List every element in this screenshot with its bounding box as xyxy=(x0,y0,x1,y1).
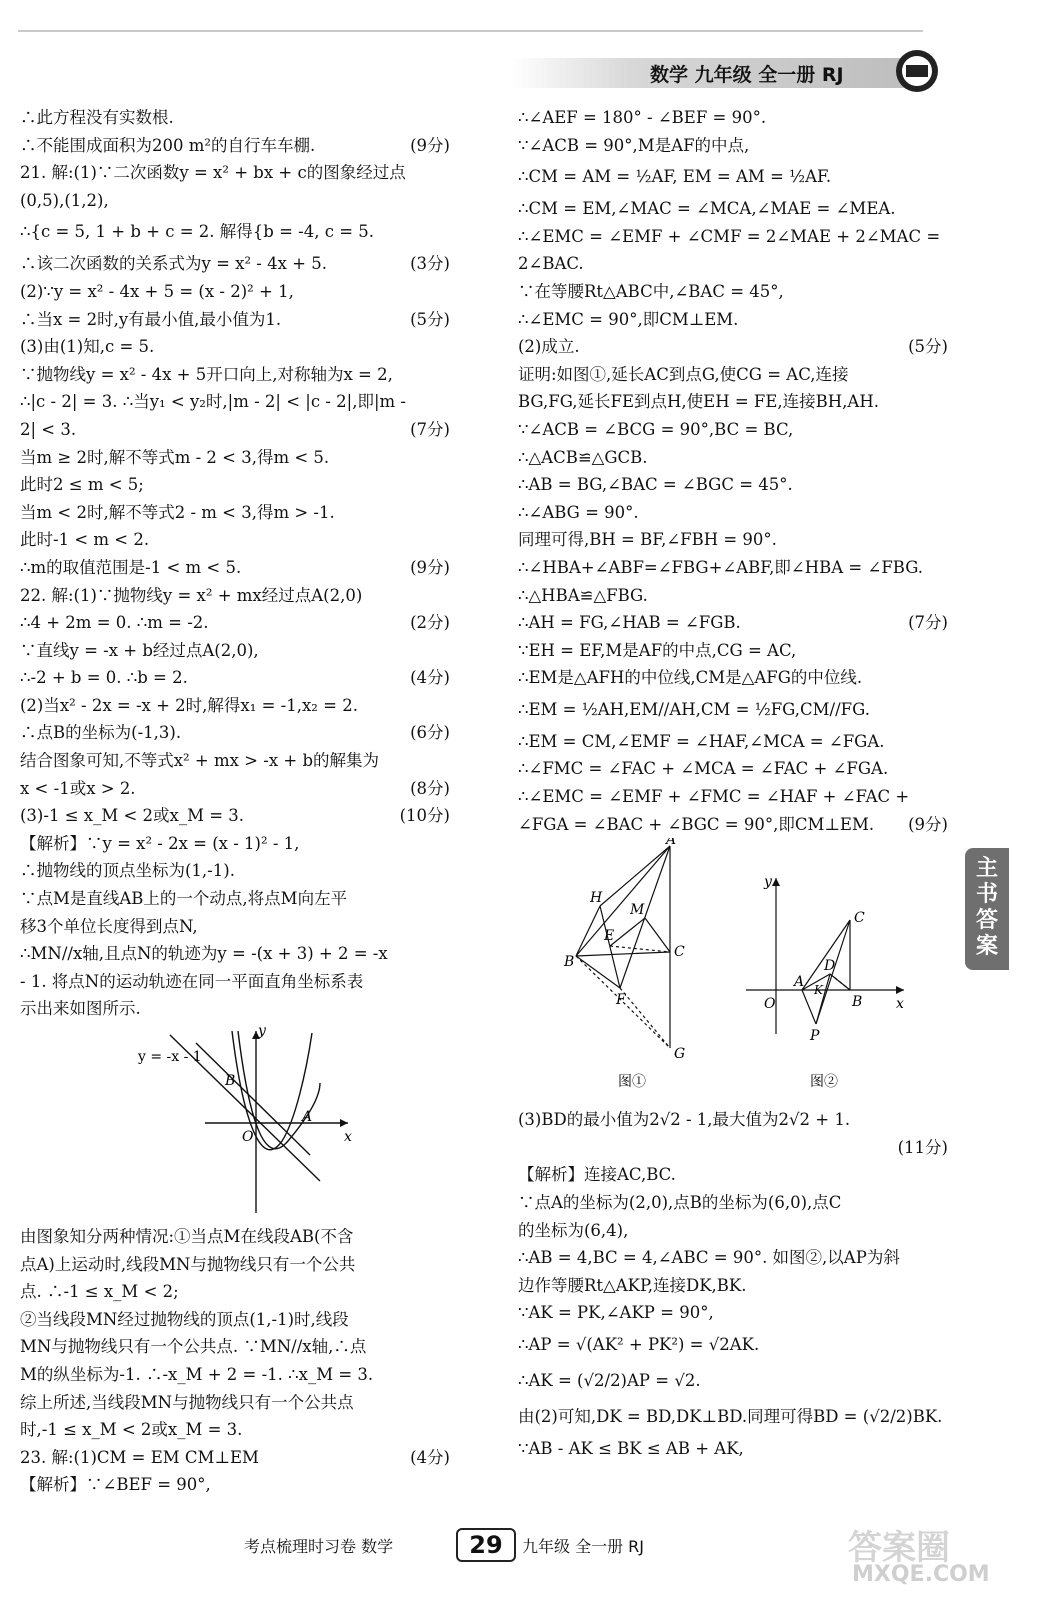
line-text: ∴{c = 5, 1 + b + c = 2. 解得{b = -4, c = 5. xyxy=(20,222,375,242)
line-text: ∵抛物线y = x² - 4x + 5开口向上,对称轴为x = 2, xyxy=(20,364,393,384)
line-text: ∴CM = AM = ½AF, EM = AM = ½AF. xyxy=(518,167,832,187)
line-text: ∵点M是直线AB上的一个动点,将点M向左平 xyxy=(20,889,348,909)
text-line xyxy=(518,811,948,839)
fig1-label-f: F xyxy=(616,992,626,1009)
line-text: ∴4 + 2m = 0. ∴m = -2. xyxy=(20,613,209,633)
fig1-label-g: G xyxy=(674,1046,686,1063)
text-line xyxy=(518,499,948,527)
score-mark: (9分) xyxy=(908,814,948,834)
parabola-figure xyxy=(20,1023,450,1223)
text-line xyxy=(20,1361,450,1389)
line-text: 边作等腰Rt△AKP,连接DK,BK. xyxy=(518,1275,747,1295)
line-text: 的坐标为(6,4), xyxy=(518,1220,629,1240)
line-text: ②当线段MN经过抛物线的顶点(1,-1)时,线段 xyxy=(20,1309,349,1329)
text-line xyxy=(20,444,450,472)
score-mark: (4分) xyxy=(410,1447,450,1467)
text-line xyxy=(20,554,450,582)
text-line xyxy=(518,361,948,389)
fig2-label-y: y xyxy=(764,874,772,891)
line-text: ∴AK = (√2/2)AP = √2. xyxy=(518,1371,701,1390)
text-line xyxy=(20,187,450,215)
text-line xyxy=(518,1134,948,1162)
line-text: 23. 解:(1)CM = EM CM⊥EM xyxy=(20,1447,259,1467)
text-line xyxy=(20,132,450,160)
line-text: ∵AB - AK ≤ BK ≤ AB + AK, xyxy=(518,1439,744,1458)
text-line xyxy=(20,719,450,747)
text-line xyxy=(518,609,948,637)
fig1-label-e: E xyxy=(604,928,615,945)
parabola-graph xyxy=(20,1023,450,1223)
line-text: 由(2)可知,DK = BD,DK⊥BD.同理可得BD = (√2/2)BK. xyxy=(518,1407,943,1426)
line-text: ∴∠EMC = ∠EMF + ∠CMF = 2∠MAE + 2∠MAC = xyxy=(518,226,941,246)
line-text: ∵∠ACB = 90°,M是AF的中点, xyxy=(518,135,750,155)
y-axis-label: y xyxy=(258,1023,266,1039)
text-line xyxy=(518,195,948,223)
side-tab xyxy=(965,848,1009,970)
figure-2-caption: 图② xyxy=(810,1074,838,1091)
line-text: ∴当x = 2时,y有最小值,最小值为1. xyxy=(20,309,282,329)
line-text: ∴AH = FG,∠HAB = ∠FGB. xyxy=(518,613,741,633)
score-mark: (5分) xyxy=(410,309,450,329)
line-text: ∴EM是△AFH的中位线,CM是△AFG的中位线. xyxy=(518,668,863,688)
x-axis-label: x xyxy=(344,1129,352,1145)
left-column xyxy=(20,104,450,1499)
text-line xyxy=(20,1471,450,1499)
geometry-figures xyxy=(518,838,948,1106)
text-line xyxy=(20,361,450,389)
fig2-label-d: D xyxy=(824,958,836,975)
line-label: y = -x - 1 xyxy=(138,1049,202,1065)
text-line xyxy=(20,333,450,361)
line-text: ∵直线y = -x + b经过点A(2,0), xyxy=(20,640,259,660)
score-mark: (8分) xyxy=(410,778,450,798)
side-tab-label: 主书答案 xyxy=(975,856,998,959)
line-text: 21. 解:(1)∵二次函数y = x² + bx + c的图象经过点 xyxy=(20,163,406,183)
fig1-label-c: C xyxy=(674,944,685,961)
score-mark: (3分) xyxy=(410,254,450,274)
score-mark: (11分) xyxy=(897,1137,948,1157)
text-line xyxy=(518,223,948,251)
line-text: ∴∠AEF = 180° - ∠BEF = 90°. xyxy=(518,108,767,127)
line-text: 22. 解:(1)∵抛物线y = x² + mx经过点A(2,0) xyxy=(20,585,363,605)
text-line xyxy=(20,499,450,527)
text-line xyxy=(518,526,948,554)
text-line xyxy=(20,747,450,775)
line-text: ∴点B的坐标为(-1,3). xyxy=(20,723,182,743)
line-text: M的纵坐标为-1. ∴-x_M + 2 = -1. ∴x_M = 3. xyxy=(20,1364,374,1384)
text-line xyxy=(518,333,948,361)
fig2-label-x: x xyxy=(896,996,904,1013)
page-number: 29 xyxy=(456,1528,516,1562)
text-line xyxy=(20,250,450,278)
text-line xyxy=(518,159,948,195)
fig2-label-c: C xyxy=(854,910,865,927)
text-line xyxy=(518,1399,948,1435)
text-line xyxy=(20,278,450,306)
text-line xyxy=(20,830,450,858)
text-line xyxy=(20,214,450,250)
line-text: ∴CM = EM,∠MAC = ∠MCA,∠MAE = ∠MEA. xyxy=(518,199,896,219)
point-a-label: A xyxy=(302,1109,313,1125)
line-text: ∴∠EMC = ∠EMF + ∠FMC = ∠HAF + ∠FAC + xyxy=(518,787,910,807)
text-line xyxy=(20,1416,450,1444)
text-line xyxy=(20,775,450,803)
line-text: (2)∵y = x² - 4x + 5 = (x - 2)² + 1, xyxy=(20,281,294,301)
line-text: 【解析】∵y = x² - 2x = (x - 1)² - 1, xyxy=(20,833,300,853)
line-text: ∴抛物线的顶点坐标为(1,-1). xyxy=(20,861,235,881)
line-text: 移3个单位长度得到点N, xyxy=(20,916,198,936)
line-text: ∴EM = CM,∠EMF = ∠HAF,∠MCA = ∠FGA. xyxy=(518,731,885,751)
line-text: 【解析】∵∠BEF = 90°, xyxy=(20,1475,211,1495)
line-text: ∴△ACB≌△GCB. xyxy=(518,447,648,467)
line-text: ∴AB = 4,BC = 4,∠ABC = 90°. 如图②,以AP为斜 xyxy=(518,1248,900,1268)
text-line xyxy=(518,278,948,306)
fig2-label-a: A xyxy=(794,974,805,991)
line-text: (0,5),(1,2), xyxy=(20,190,109,210)
text-line xyxy=(518,1161,948,1189)
text-line xyxy=(20,526,450,554)
text-line xyxy=(20,582,450,610)
figures-row xyxy=(518,838,948,1106)
line-text: 同理可得,BH = BF,∠FBH = 90°. xyxy=(518,530,777,550)
text-line xyxy=(518,1435,948,1463)
line-text: 当m < 2时,解不等式2 - m < 3,得m > -1. xyxy=(20,502,335,522)
line-text: ∵∠ACB = ∠BCG = 90°,BC = BC, xyxy=(518,419,794,439)
fig2-label-o: O xyxy=(764,996,776,1013)
line-text: ∴∠EMC = 90°,即CM⊥EM. xyxy=(518,309,739,329)
text-line xyxy=(20,1444,450,1472)
text-line xyxy=(20,471,450,499)
text-line xyxy=(518,1327,948,1363)
line-text: 由图象知分两种情况:①当点M在线段AB(不含 xyxy=(20,1227,354,1246)
line-text: ∠FGA = ∠BAC + ∠BGC = 90°,即CM⊥EM. xyxy=(518,814,875,834)
line-text: 此时2 ≤ m < 5; xyxy=(20,475,144,495)
line-text: 当m ≥ 2时,解不等式m - 2 < 3,得m < 5. xyxy=(20,447,330,467)
line-text: ∴|c - 2| = 3. ∴当y₁ < y₂时,|m - 2| < |c - 2|,即|m - xyxy=(20,392,406,412)
text-line xyxy=(20,1278,450,1306)
fig1-label-a: A xyxy=(666,838,677,849)
line-text: 示出来如图所示. xyxy=(20,999,141,1019)
score-mark: (7分) xyxy=(908,613,948,633)
text-line xyxy=(518,1217,948,1245)
score-mark: (7分) xyxy=(410,419,450,439)
line-text: 【解析】连接AC,BC. xyxy=(518,1165,676,1185)
text-line xyxy=(20,664,450,692)
line-text: ∴∠ABG = 90°. xyxy=(518,502,639,522)
line-text: 2∠BAC. xyxy=(518,254,584,274)
header-title: 数学 九年级 全一册 RJ xyxy=(650,64,844,86)
line-text: (3)BD的最小值为2√2 - 1,最大值为2√2 + 1. xyxy=(518,1110,851,1130)
text-line xyxy=(518,132,948,160)
text-line xyxy=(20,104,450,132)
line-text: ∴-2 + b = 0. ∴b = 2. xyxy=(20,668,188,688)
text-line xyxy=(518,664,948,692)
text-line xyxy=(20,692,450,720)
watermark-url: MXQE.COM xyxy=(852,1562,990,1587)
line-text: ∵点A的坐标为(2,0),点B的坐标为(6,0),点C xyxy=(518,1193,842,1213)
text-line xyxy=(20,802,450,830)
score-mark: (2分) xyxy=(410,613,450,633)
fig1-label-b: B xyxy=(564,954,575,971)
text-line xyxy=(20,940,450,968)
text-line xyxy=(20,1333,450,1361)
fig2-label-p: P xyxy=(810,1028,820,1045)
line-text: ∴该二次函数的关系式为y = x² - 4x + 5. xyxy=(20,254,327,274)
text-line xyxy=(518,444,948,472)
text-line xyxy=(518,104,948,132)
line-text: 点. ∴-1 ≤ x_M < 2; xyxy=(20,1282,179,1302)
fig1-label-m: M xyxy=(630,902,645,919)
line-text: 点A)上运动时,线段MN与抛物线只有一个公共 xyxy=(20,1254,356,1274)
line-text: 时,-1 ≤ x_M < 2或x_M = 3. xyxy=(20,1420,243,1440)
footer-left: 考点梳理时习卷 数学 xyxy=(244,1537,394,1556)
score-mark: (6分) xyxy=(410,723,450,743)
figure-1 xyxy=(576,846,670,1048)
line-text: ∴此方程没有实数根. xyxy=(20,108,174,127)
line-text: 综上所述,当线段MN与抛物线只有一个公共点 xyxy=(20,1392,354,1412)
score-mark: (4分) xyxy=(410,668,450,688)
text-line xyxy=(20,857,450,885)
text-line xyxy=(518,783,948,811)
line-text: (2)当x² - 2x = -x + 2时,解得x₁ = -1,x₂ = 2. xyxy=(20,695,358,715)
line-text: ∴∠HBA+∠ABF=∠FBG+∠ABF,即∠HBA = ∠FBG. xyxy=(518,557,924,577)
text-line xyxy=(20,416,450,444)
text-line xyxy=(20,388,450,416)
line-text: ∴不能围成面积为200 m²的自行车车棚. xyxy=(20,135,316,155)
line-text: 2| < 3. xyxy=(20,419,77,439)
text-line xyxy=(518,306,948,334)
text-line xyxy=(20,995,450,1023)
text-line xyxy=(20,885,450,913)
fig2-label-b: B xyxy=(852,994,863,1011)
line-text: ∵EH = EF,M是AF的中点,CG = AC, xyxy=(518,640,797,660)
text-line xyxy=(20,1306,450,1334)
text-line xyxy=(20,306,450,334)
line-text: ∴EM = ½AH,EM//AH,CM = ½FG,CM//FG. xyxy=(518,699,870,719)
text-line xyxy=(518,1244,948,1272)
text-line xyxy=(20,637,450,665)
top-rule xyxy=(18,30,923,32)
text-line xyxy=(518,250,948,278)
text-line xyxy=(20,913,450,941)
text-line xyxy=(518,637,948,665)
line-text: ∴AB = BG,∠BAC = ∠BGC = 45°. xyxy=(518,475,793,495)
text-line xyxy=(518,1299,948,1327)
text-line xyxy=(20,1223,450,1251)
text-line xyxy=(518,1363,948,1399)
text-line xyxy=(20,159,450,187)
line-text: (3)由(1)知,c = 5. xyxy=(20,337,155,357)
line-text: ∴AP = √(AK² + PK²) = √2AK. xyxy=(518,1335,760,1354)
publisher-logo-icon xyxy=(894,48,940,94)
score-mark: (9分) xyxy=(410,135,450,155)
origin-label: O xyxy=(242,1129,254,1145)
line-text: (3)-1 ≤ x_M < 2或x_M = 3. xyxy=(20,806,245,826)
line-text: ∵AK = PK,∠AKP = 90°, xyxy=(518,1303,714,1323)
figure-1-caption: 图① xyxy=(618,1074,646,1091)
text-line xyxy=(20,1251,450,1279)
text-line xyxy=(518,416,948,444)
line-text: ∴△HBA≌△FBG. xyxy=(518,585,648,605)
text-line xyxy=(518,728,948,756)
line-text: MN与抛物线只有一个公共点. ∵MN//x轴,∴点 xyxy=(20,1337,367,1357)
text-line xyxy=(518,1272,948,1300)
line-text: ∴∠FMC = ∠FAC + ∠MCA = ∠FAC + ∠FGA. xyxy=(518,759,889,779)
line-text: x < -1或x > 2. xyxy=(20,778,136,798)
point-b-label: B xyxy=(225,1073,236,1089)
line-text: ∴MN//x轴,且点N的轨迹为y = -(x + 3) + 2 = -x xyxy=(20,944,388,964)
line-text: 结合图象可知,不等式x² + mx > -x + b的解集为 xyxy=(20,751,380,771)
line-text: (2)成立. xyxy=(518,337,580,357)
line-text: 此时-1 < m < 2. xyxy=(20,530,150,550)
text-line xyxy=(518,692,948,728)
watermark: 答案圈 xyxy=(848,1528,950,1568)
text-line xyxy=(518,1106,948,1134)
line-text: ∴m的取值范围是-1 < m < 5. xyxy=(20,557,242,577)
score-mark: (5分) xyxy=(908,337,948,357)
line-text: 证明:如图①,延长AC到点G,使CG = AC,连接 xyxy=(518,364,849,384)
text-line xyxy=(518,582,948,610)
text-line xyxy=(20,609,450,637)
right-column xyxy=(518,104,948,1463)
text-line xyxy=(20,968,450,996)
line-text: - 1. 将点N的运动轨迹在同一平面直角坐标系表 xyxy=(20,971,364,991)
text-line xyxy=(20,1389,450,1417)
footer-right: 九年级 全一册 RJ xyxy=(522,1537,645,1556)
fig2-label-k: K xyxy=(814,983,823,998)
text-line xyxy=(518,388,948,416)
line-text: ∵在等腰Rt△ABC中,∠BAC = 45°, xyxy=(518,281,784,301)
fig1-label-h: H xyxy=(590,890,603,907)
line-text: BG,FG,延长FE到点H,使EH = FE,连接BH,AH. xyxy=(518,392,879,412)
text-line xyxy=(518,554,948,582)
text-line xyxy=(518,471,948,499)
score-mark: (10分) xyxy=(399,806,450,826)
score-mark: (9分) xyxy=(410,557,450,577)
text-line xyxy=(518,1189,948,1217)
text-line xyxy=(518,755,948,783)
